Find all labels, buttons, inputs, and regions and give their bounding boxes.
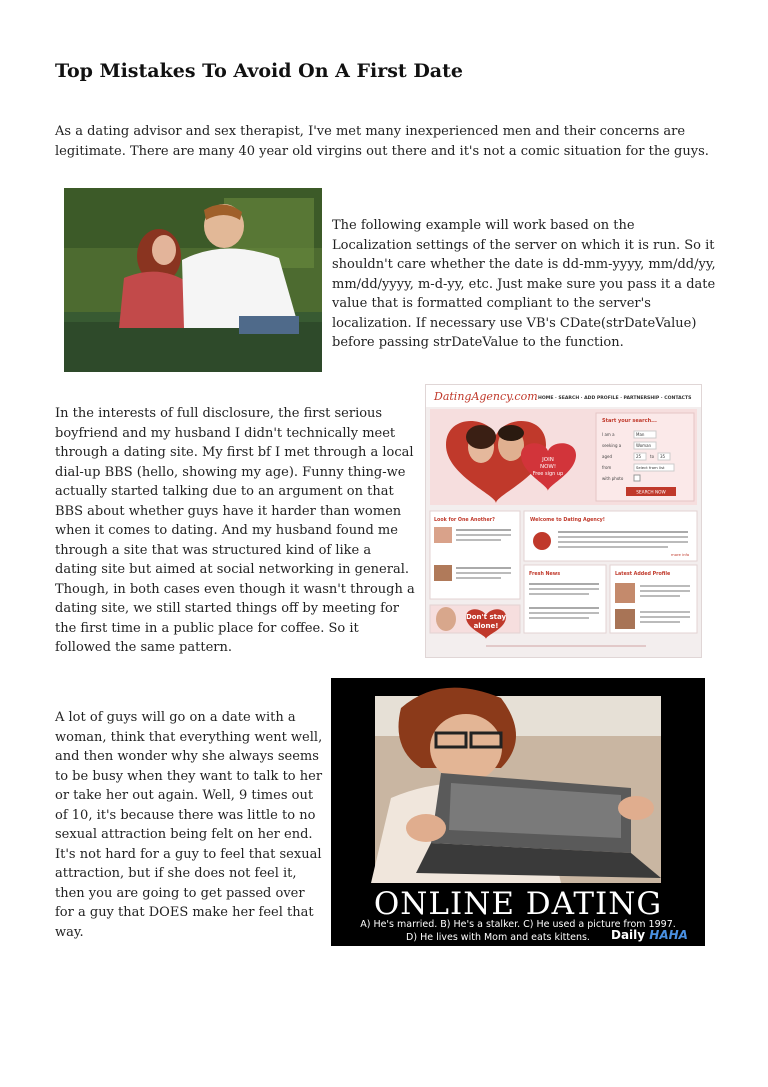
attraction-paragraph: A lot of guys will go on a date with a woman, think that everything went well, and then wonder why she always seems to be busy when they want to talk to her or take her out again. Well, 9 times out of 10, it's because there was little to no sexual attraction being felt on her end. It's not hard for a guy to feel that sexual attraction, but if she does not feel it, then you are going to get passed over for a guy that DOES make her feel that way.	[55, 710, 323, 940]
join-text-3: Free sign up	[532, 471, 564, 477]
welcome-more-info: more info	[671, 552, 690, 557]
fresh-news-heading: Fresh News	[529, 572, 561, 577]
dont-stay-2: alone!	[473, 622, 499, 630]
dont-stay-1: Don't stay	[465, 613, 507, 621]
poster-photo	[331, 678, 705, 883]
daily-haha-logo	[611, 928, 688, 942]
poster-line-1: A) He's married. B) He's a stalker. C) He used a picture from 1997.	[360, 919, 676, 930]
site-logo: DatingAgency.com	[434, 390, 538, 403]
field-seeking: seeking a	[602, 443, 622, 448]
field-iam: I am a	[602, 432, 615, 437]
field-from: from	[602, 465, 612, 470]
field-from-value: Select from list	[636, 465, 665, 470]
logo-daily: Daily	[611, 928, 646, 942]
latest-profile-heading: Latest Added Profile	[615, 572, 671, 577]
field-photo: with photo	[602, 476, 624, 481]
search-title: Start your search...	[602, 418, 657, 424]
dating-site-mock	[426, 385, 701, 657]
online-dating-poster	[331, 678, 705, 946]
field-iam-value: Man	[636, 432, 645, 437]
welcome-heading: Welcome to Dating Agency!	[530, 518, 605, 523]
photo-checkbox	[634, 475, 640, 481]
logo-haha: HAHA	[649, 928, 688, 942]
field-aged-to-value: 35	[660, 454, 666, 459]
couple-photo	[64, 188, 322, 372]
field-aged: aged	[602, 454, 612, 459]
join-text-1: JOIN	[542, 457, 554, 463]
field-aged-to-label: to	[650, 454, 655, 459]
site-nav: HOME · SEARCH · ADD PROFILE · PARTNERSHIP · CONTACTS	[538, 396, 692, 401]
dating-site-screenshot	[425, 384, 702, 658]
localization-paragraph: The following example will work based on the Localization settings of the server on which it is run. So it shouldn't care whether the date is dd-mm-yyyy, mm/dd/yy, mm/dd/yyyy, m-d-yy, etc. Just make sure you pass it a date value that is formatted compliant to the server's localization. If necessary use VB's CDate(strDateValue) before passing strDateValue to the function.	[332, 218, 716, 350]
search-now-label: SEARCH NOW	[636, 490, 666, 496]
disclosure-paragraph: In the interests of full disclosure, the first serious boyfriend and my husband I didn't technically meet through a dating site. My first bf I met through a local dial-up BBS (hello, showing my age). Funny thing-we actually started talking due to an argument on that BBS about whether guys have it harder than women when it comes to dating. And my husband found me through a site that was structured kind of like a dating site but aimed at social networking in general. Though, in both cases even though it wasn't through a dating site, we still started things off by meeting for the first time in a public place for coffee. So it followed the same pattern.	[55, 406, 415, 655]
poster-line-2: D) He lives with Mom and eats kittens.	[406, 932, 590, 943]
intro-paragraph: As a dating advisor and sex therapist, I've met many inexperienced men and their concerns are legitimate. There are many 40 year old virgins out there and it's not a comic situation for the guys.	[55, 124, 709, 159]
field-aged-from-value: 25	[636, 454, 642, 459]
poster-caption: ONLINE DATING	[373, 886, 663, 922]
join-text-2: NOW!	[539, 464, 557, 470]
look-for-heading: Look for One Another?	[434, 518, 495, 523]
page-title: Top Mistakes To Avoid On A First Date	[55, 60, 463, 82]
couple-photo-illustration	[64, 188, 322, 372]
field-seeking-value: Woman	[636, 443, 652, 448]
